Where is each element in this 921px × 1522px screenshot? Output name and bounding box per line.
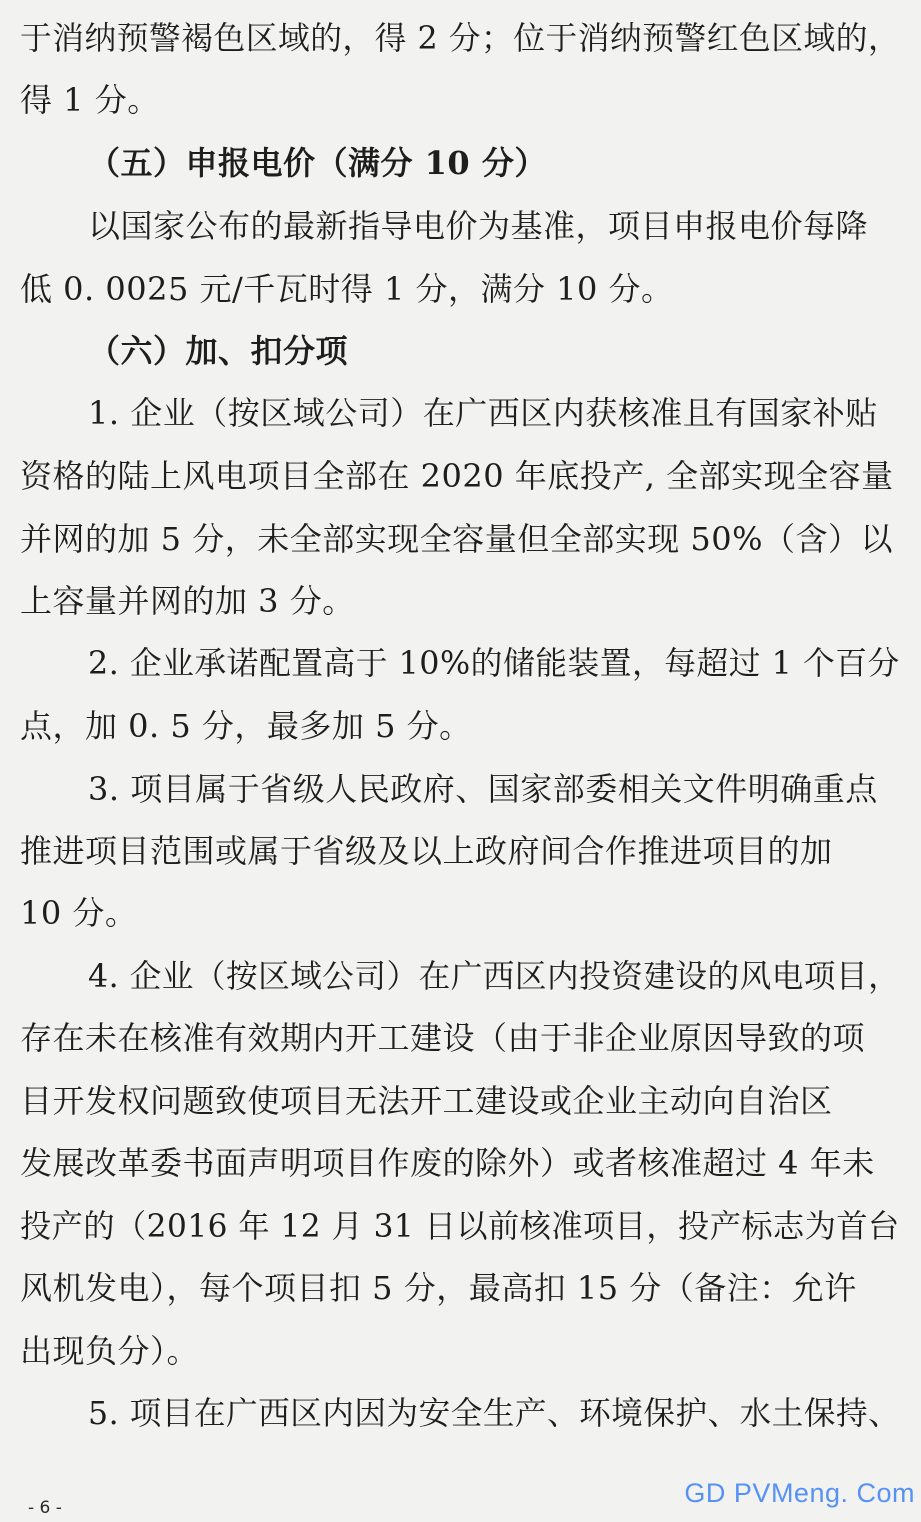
body-line: 点，加 0. 5 分，最多加 5 分。	[20, 707, 472, 745]
watermark: GD PVMeng. Com	[684, 1478, 915, 1508]
body-line: 于消纳预警褐色区域的，得 2 分；位于消纳预警红色区域的，	[20, 19, 901, 57]
body-line: 2. 企业承诺配置高于 10%的储能装置，每超过 1 个百分	[88, 644, 900, 682]
body-line: 风机发电），每个项目扣 5 分，最高扣 15 分（备注：允许	[20, 1269, 857, 1307]
body-line: 资格的陆上风电项目全部在 2020 年底投产, 全部实现全容量	[20, 457, 894, 495]
body-line: 推进项目范围或属于省级及以上政府间合作推进项目的加	[20, 832, 833, 870]
body-line: 目开发权问题致使项目无法开工建设或企业主动向自治区	[20, 1082, 833, 1120]
body-line: 5. 项目在广西区内因为安全生产、环境保护、水土保持、	[88, 1394, 901, 1432]
body-line: 1. 企业（按区域公司）在广西区内获核准且有国家补贴	[88, 394, 878, 432]
body-line: 10 分。	[20, 894, 138, 932]
body-line: 上容量并网的加 3 分。	[20, 582, 355, 620]
body-line: 得 1 分。	[20, 81, 160, 119]
body-line: 发展改革委书面声明项目作废的除外）或者核准超过 4 年未	[20, 1144, 875, 1182]
body-line: 低 0. 0025 元/千瓦时得 1 分，满分 10 分。	[20, 270, 674, 308]
body-line: 3. 项目属于省级人民政府、国家部委相关文件明确重点	[88, 770, 878, 808]
body-line: 并网的加 5 分，未全部实现全容量但全部实现 50%（含）以	[20, 520, 894, 558]
body-line: 以国家公布的最新指导电价为基准，项目申报电价每降	[88, 207, 869, 245]
section-heading-6: （六）加、扣分项	[88, 332, 349, 370]
body-line: 存在未在核准有效期内开工建设（由于非企业原因导致的项	[20, 1019, 866, 1057]
body-line: 4. 企业（按区域公司）在广西区内投资建设的风电项目，	[88, 957, 901, 995]
section-heading-5: （五）申报电价（满分 10 分）	[88, 144, 547, 182]
body-line: 出现负分）。	[20, 1332, 200, 1370]
body-line: 投产的（2016 年 12 月 31 日以前核准项目，投产标志为首台	[20, 1207, 900, 1245]
page-number: - 6 -	[28, 1498, 62, 1518]
